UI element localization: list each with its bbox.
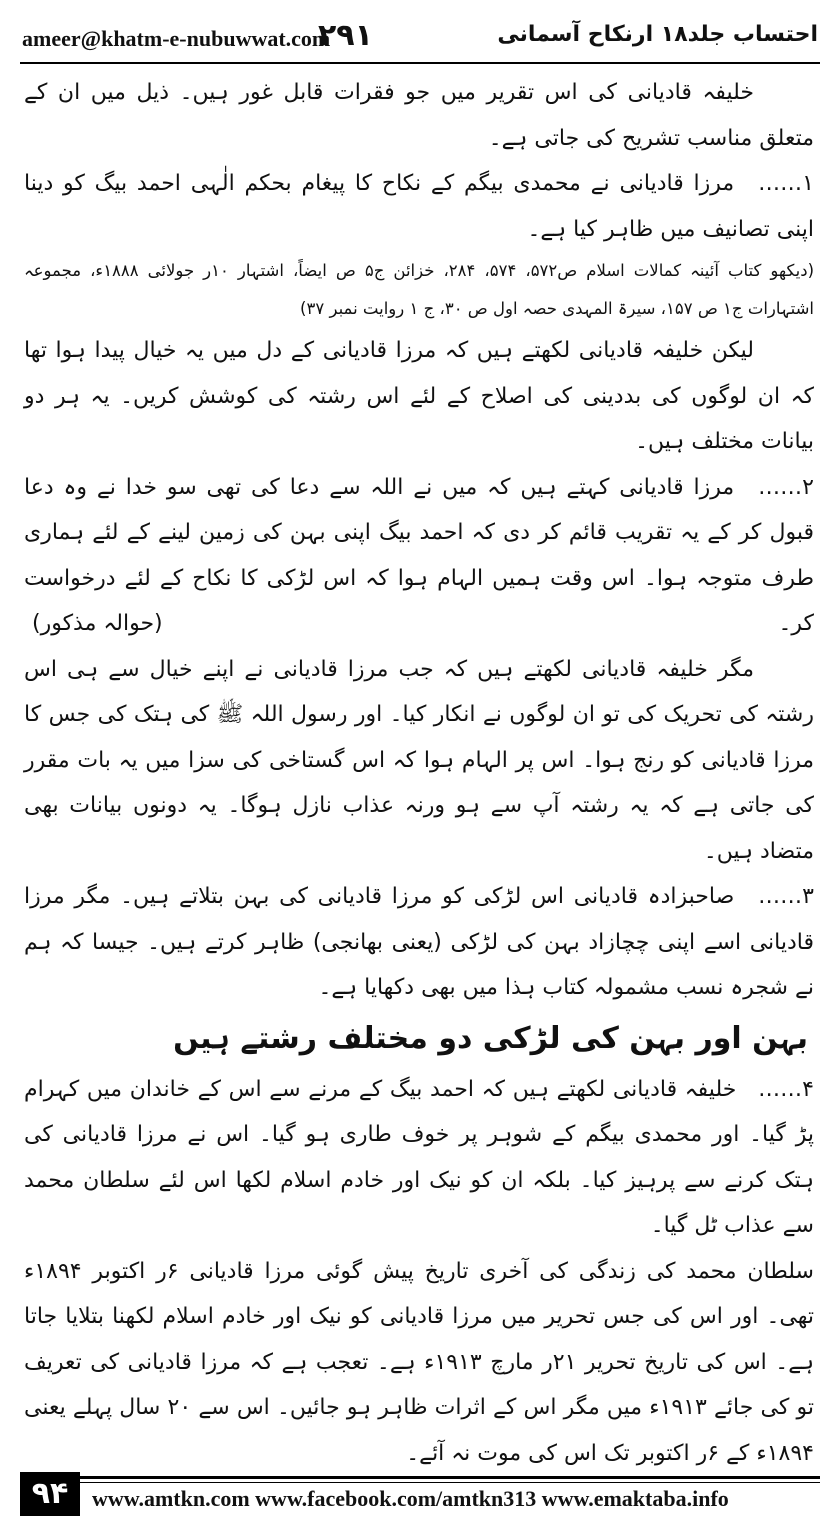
item-number-3: ۳…… <box>758 884 814 909</box>
paragraph-5: مگر خلیفہ قادیانی لکھتے ہیں کہ جب مرزا قادیانی نے اپنے خیال سے ہی اس رشتہ کی تحریک کی تو ان لوگوں نے انکار کیا۔ اور رسول اللہ ﷺ کی ہتک کی جس کا مرزا قادیانی کو رنج ہوا۔ اس پر الہام ہوا کہ اس گستاخی کی سزا میں یہ بات مقرر کی جاتی ہے کہ یہ رشتہ آپ سے ہو ورنہ عذاب نازل ہوگا۔ یہ دونوں بیانات بھی متضاد ہیں۔ <box>24 656 814 864</box>
page-body <box>24 70 814 1476</box>
running-title: احتساب جلد۱۸ ارنکاح آسمانی <box>497 22 818 47</box>
paragraph-6 <box>24 874 814 1011</box>
paragraph-7 <box>24 1067 814 1249</box>
footer-page-badge: ۹۴ <box>20 1472 80 1516</box>
item-number-2: ۲…… <box>758 474 814 500</box>
citation-1: (دیکھو کتاب آئینہ کمالات اسلام ص۵۷۲، ۵۷۴، ۲۸۴، خزائن ج۵ ص ایضاً، اشتہار ۱۰ر جولائی ۱۸۸۸ء، مجموعہ اشتہارات ج۱ ص ۱۵۷، سیرۃ المہدی حصہ اول ص ۳۰، ج ۱ روایت نمبر ۳۷) <box>24 261 815 318</box>
paragraph-4-text: مرزا قادیانی کہتے ہیں کہ میں نے اللہ سے دعا کی تھی سو خدا نے وہ دعا قبول کر کے یہ تقریب قائم کر دی کہ احمد بیگ اپنی بہن کی زمین لینے کے لئے ہماری طرف متوجہ ہوا۔ اس وقت ہمیں الہام ہوا کہ اس لڑکی کا نکاح کے لئے درخواست کر۔ <box>24 474 814 636</box>
page-header <box>22 14 818 64</box>
footer-rule-thick <box>80 1476 820 1479</box>
paragraph-6-text: صاحبزادہ قادیانی اس لڑکی کو مرزا قادیانی کی بہن بتلاتے ہیں۔ مگر مرزا قادیانی اسے اپنی چچازاد بہن کی لڑکی (یعنی بھانجی) ظاہر کرتے ہیں۔ جیسا کہ ہم نے شجرہ نسب مشمولہ کتاب ہذا میں بھی دکھایا ہے۔ <box>24 884 814 1000</box>
item-number-4: ۴…… <box>758 1076 814 1102</box>
citation-2: (حوالہ مذکور) <box>32 611 163 636</box>
header-email: ameer@khatm-e-nubuwwat.com <box>22 26 331 51</box>
paragraph-1: خلیفہ قادیانی کی اس تقریر میں جو فقرات قابل غور ہیں۔ ذیل میں ان کے متعلق مناسب تشریح کی جاتی ہے۔ <box>24 80 814 151</box>
footer-links[interactable]: www.amtkn.com www.facebook.com/amtkn313 www.emaktaba.info <box>92 1486 729 1511</box>
paragraph-8: سلطان محمد کی زندگی کی آخری تاریخ پیش گوئی مرزا قادیانی ۶ر اکتوبر ۱۸۹۴ء تھی۔ اور اس کی جس تحریر میں مرزا قادیانی کو نیک اور خادم اسلام لکھنا بتلایا جاتا ہے۔ اس کی تاریخ تحریر ۲۱ر مارچ ۱۹۱۳ء ہے۔ تعجب ہے کہ مرزا قادیانی کی تعریف تو کی جائے ۱۹۱۳ء میں مگر اس کے اثرات ظاہر ہو جائیں۔ اس سے ۲۰ سال پہلے یعنی ۱۸۹۴ء کے ۶ر اکتوبر تک اس کی موت نہ آئے۔ <box>24 1258 814 1466</box>
header-rule <box>20 62 820 64</box>
paragraph-3: لیکن خلیفہ قادیانی لکھتے ہیں کہ مرزا قادیانی کے دل میں یہ خیال پیدا ہوا تھا کہ ان لوگوں کی بددینی کی اصلاح کے لئے اس رشتہ کی کوشش کریں۔ یہ ہر دو بیانات مختلف ہیں۔ <box>24 338 814 454</box>
paragraph-4 <box>24 465 814 647</box>
paragraph-7-text: خلیفہ قادیانی لکھتے ہیں کہ احمد بیگ کے مرنے سے اس کے خاندان میں کہرام پڑ گیا۔ اور محمدی بیگم کے شوہر پر خوف طاری ہو گیا۔ اس نے مرزا قادیانی کی ہتک کرنے سے پرہیز کیا۔ بلکہ ان کو نیک اور خادم اسلام لکھا اس لئے سلطان محمد سے عذاب ٹل گیا۔ <box>24 1076 814 1238</box>
paragraph-2 <box>24 161 814 252</box>
footer-rule-thin <box>80 1482 820 1483</box>
item-number-1: ۱…… <box>758 171 814 196</box>
section-heading: بہن اور بہن کی لڑکی دو مختلف رشتے ہیں <box>173 1020 808 1056</box>
paragraph-2-text: مرزا قادیانی نے محمدی بیگم کے نکاح کا پیغام بحکم الٰہی احمد بیگ کو دینا اپنی تصانیف میں ظاہر کیا ہے۔ <box>24 171 814 242</box>
page-number: ۲۹۱ <box>318 18 373 53</box>
page-footer <box>20 1472 820 1516</box>
